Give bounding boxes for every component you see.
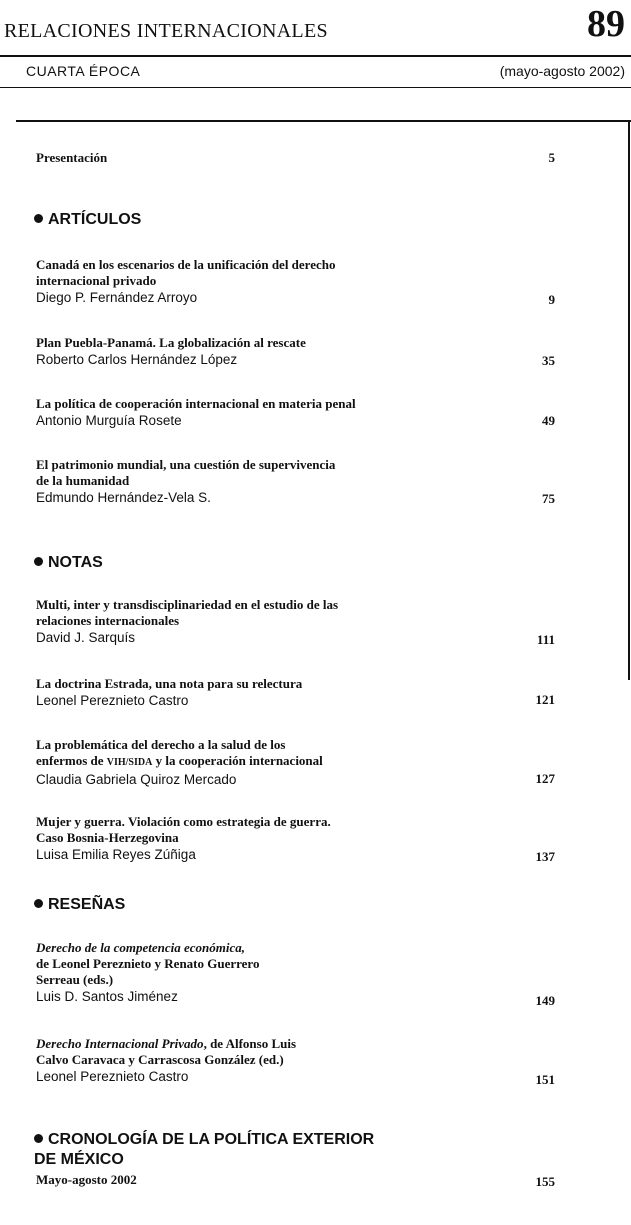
entry-title-line: relaciones internacionales — [36, 613, 180, 628]
section-articulos: ARTÍCULOS — [34, 210, 141, 230]
section-cronologia: CRONOLOGÍA DE LA POLÍTICA EXTERIOR DE MÉXICO — [34, 1131, 375, 1168]
entry-page: 49 — [542, 413, 555, 428]
bullet-icon — [34, 899, 43, 908]
entry-page: 121 — [535, 692, 555, 707]
entry-title-line: La doctrina Estrada, una nota para su relectura — [36, 676, 303, 691]
toc-entry-resena-2[interactable] — [36, 1036, 296, 1085]
entry-author: David J. Sarquís — [36, 630, 136, 645]
toc-entry-nota-3[interactable] — [36, 737, 323, 788]
entry-title-line: Derecho de la competencia económica, — [36, 940, 246, 955]
entry-title-line: La política de cooperación internacional en materia penal — [36, 396, 356, 411]
entry-author: Luisa Emilia Reyes Zúñiga — [36, 847, 196, 862]
epoch-label: CUARTA ÉPOCA — [26, 63, 141, 79]
entry-title-line: Multi, inter y transdisciplinariedad en el estudio de las — [36, 597, 339, 612]
entry-title-line: de la humanidad — [36, 473, 130, 488]
entry-page: 137 — [535, 849, 555, 864]
entry-author: Claudia Gabriela Quiroz Mercado — [36, 772, 237, 787]
entry-page: 111 — [536, 632, 555, 647]
toc-entry-nota-4[interactable] — [36, 814, 331, 863]
toc-entry-articulo-1[interactable] — [36, 257, 335, 306]
entry-title-line: Caso Bosnia-Herzegovina — [36, 830, 179, 845]
toc-entry-articulo-2[interactable] — [36, 335, 306, 368]
entry-title-line: Derecho Internacional Privado, de Alfonso Luis — [36, 1036, 297, 1051]
bullet-icon — [34, 557, 43, 566]
entry-title-line: Serreau (eds.) — [36, 972, 114, 987]
bullet-icon — [34, 1134, 43, 1143]
entry-author: Antonio Murguía Rosete — [36, 413, 182, 428]
entry-title-line: El patrimonio mundial, una cuestión de supervivencia — [36, 457, 336, 472]
toc-entry-nota-2[interactable] — [36, 676, 302, 709]
entry-page: 75 — [542, 491, 555, 506]
entry-title-line: internacional privado — [36, 273, 157, 288]
entry-title-line: Mujer y guerra. Violación como estrategia de guerra. — [36, 814, 331, 829]
entry-title-line: La problemática del derecho a la salud de los — [36, 737, 286, 752]
toc-entry-nota-1[interactable] — [36, 597, 338, 646]
toc-box-right-border — [628, 120, 630, 680]
section-resenas: RESEÑAS — [34, 895, 125, 915]
presentation-page: 5 — [548, 150, 555, 165]
presentation-title[interactable]: Presentación — [36, 150, 108, 165]
period-label: (mayo-agosto 2002) — [499, 63, 625, 79]
entry-author: Leonel Pereznieto Castro — [36, 693, 189, 708]
entry-title-line: Plan Puebla-Panamá. La globalización al rescate — [36, 335, 306, 350]
header-rule — [0, 55, 631, 57]
toc-entry-resena-1[interactable] — [36, 940, 259, 1005]
entry-page: 127 — [535, 771, 555, 786]
section-notas: NOTAS — [34, 553, 103, 573]
entry-page: 151 — [535, 1072, 555, 1087]
entry-page: 155 — [535, 1174, 555, 1189]
journal-title: RELACIONES INTERNACIONALES — [4, 20, 328, 42]
entry-title-line: de Leonel Pereznieto y Renato Guerrero — [36, 956, 260, 971]
entry-page: 9 — [548, 292, 555, 307]
bullet-icon — [34, 214, 43, 223]
entry-author: Roberto Carlos Hernández López — [36, 352, 238, 367]
cronologia-subtitle[interactable]: Mayo-agosto 2002 — [36, 1172, 137, 1187]
entry-author: Leonel Pereznieto Castro — [36, 1069, 189, 1084]
entry-title-line: enfermos de VIH/SIDA y la cooperación internacional — [36, 753, 323, 768]
toc-box-top-border — [16, 120, 631, 122]
entry-title-line: Canadá en los escenarios de la unificación del derecho — [36, 257, 336, 272]
entry-title-line: Calvo Caravaca y Carrascosa González (ed.) — [36, 1052, 284, 1067]
entry-page: 35 — [542, 353, 555, 368]
subheader-rule — [0, 87, 631, 88]
toc-entry-articulo-4[interactable] — [36, 457, 335, 506]
entry-author: Diego P. Fernández Arroyo — [36, 290, 198, 305]
entry-author: Luis D. Santos Jiménez — [36, 989, 178, 1004]
entry-page: 149 — [535, 993, 555, 1008]
toc-entry-articulo-3[interactable] — [36, 396, 356, 429]
entry-author: Edmundo Hernández-Vela S. — [36, 490, 211, 505]
issue-number: 89 — [587, 3, 625, 45]
